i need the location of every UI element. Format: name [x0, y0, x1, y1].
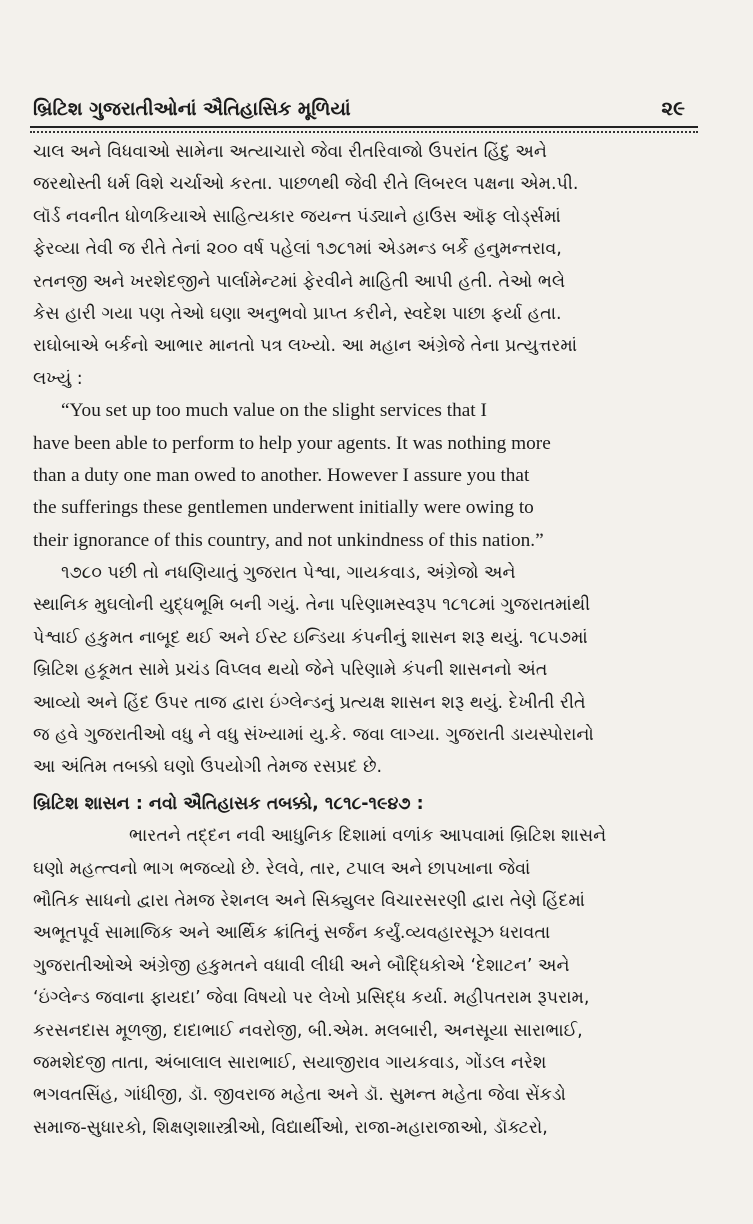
text-line: ગુજરાતીઓએ અંગ્રેજી હકુમતને વધાવી લીધી અને બૌદ્ધિકોએ ‘દેશાટન’ અને	[33, 955, 570, 976]
text-line: ઘણો મહત્ત્વનો ભાગ ભજવ્યો છે. રેલવે, તાર, ટપાલ અને છાપખાના જેવાં	[33, 858, 531, 879]
text-line: લખ્યું :	[33, 368, 83, 389]
text-line: બ્રિટિશ હકૂમત સામે પ્રચંડ વિપ્લવ થયો જેને પરિણામે કંપની શાસનનો અંત	[33, 660, 548, 681]
text-line: લૉર્ડ નવનીત ધોળકિયાએ સાહિત્યકાર જયન્ત પંડ્યાને હાઉસ ઑફ લોર્ડ્સમાં	[33, 206, 561, 227]
quote-line: have been able to perform to help your agents. It was nothing more	[33, 432, 551, 454]
text-line: ‘ઇંગ્લેન્ડ જવાના ફાયદા’ જેવા વિષયો પર લેખો પ્રસિદ્ધ કર્યા. મહીપતરામ રૂપરામ,	[33, 988, 590, 1009]
text-line: કેસ હારી ગયા પણ તેઓ ઘણા અનુભવો પ્રાપ્ત કરીને, સ્વદેશ પાછા ફર્યા હતા.	[33, 303, 562, 324]
text-line: ચાલ અને વિધવાઓ સામેના અત્યાચારો જેવા રીતરિવાજો ઉપરાંત હિંદુ અને	[33, 142, 547, 162]
text-line: જ હવે ગુજરાતીઓ વધુ ને વધુ સંખ્યામાં યુ.કે. જવા લાગ્યા. ગુજરાતી ડાયસ્પોરાનો	[33, 725, 594, 746]
text-line: રતનજી અને ખરશેદજીને પાર્લામેન્ટમાં ફેરવીને માહિતી આપી હતી. તેઓ ભલે	[33, 271, 566, 292]
text-line: સમાજ-સુધારકો, શિક્ષણશાસ્ત્રીઓ, વિદ્યાર્થીઓ, રાજા-મહારાજાઓ, ડૉક્ટરો,	[33, 1117, 548, 1138]
text-line: પેશ્વાઈ હકુમત નાબૂદ થઈ અને ઈસ્ટ ઇન્ડિયા કંપનીનું શાસન શરૂ થયું. ૧૮૫૭માં	[33, 627, 588, 648]
text-line: અભૂતપૂર્વ સામાજિક અને આર્થિક ક્રાંતિનું સર્જન કર્યું.વ્યવહારસૂઝ ધરાવતા	[33, 923, 551, 944]
quote-line: than a duty one man owed to another. However I assure you that	[33, 464, 530, 486]
section-heading: બ્રિટિશ શાસન : નવો ઐતિહાસક તબક્કો, ૧૮૧૮-૧૯૪૭ :	[33, 793, 424, 814]
quote-line: their ignorance of this country, and not unkindness of this nation.”	[33, 529, 544, 551]
text-line: જમશેદજી તાતા, અંબાલાલ સારાભાઈ, સયાજીરાવ ગાયકવાડ, ગોંડલ નરેશ	[33, 1052, 547, 1073]
header-rule	[30, 126, 698, 134]
text-line: રાઘોબાએ બર્કનો આભાર માનતો પત્ર લખ્યો. આ મહાન અંગ્રેજે તેના પ્રત્યુત્તરમાં	[33, 336, 578, 357]
text-line: કરસનદાસ મૂળજી, દાદાભાઈ નવરોજી, બી.એમ. મલબારી, અનસૂયા સારાભાઈ,	[33, 1020, 583, 1041]
text-line: આ અંતિમ તબક્કો ઘણો ઉપયોગી તેમજ રસપ્રદ છે.	[33, 757, 383, 778]
running-header	[33, 86, 693, 120]
quote-line: the sufferings these gentlemen underwent initially were owing to	[33, 497, 534, 519]
header-rule-solid	[30, 126, 698, 128]
text-line: આવ્યો અને હિંદ ઉપર તાજ દ્વારા ઇંગ્લેન્ડનું પ્રત્યક્ષ શાસન શરૂ થયું. દેખીતી રીતે	[33, 692, 586, 713]
text-line: સ્થાનિક મુઘલોની યુદ્ધભૂમિ બની ગયું. તેના પરિણામસ્વરૂપ ૧૮૧૮માં ગુજરાતમાંથી	[33, 595, 591, 616]
running-title: બ્રિટિશ ગુજરાતીઓનાં ઐતિહાસિક મૂળિયાં	[33, 98, 351, 120]
text-line: ભગવતસિંહ, ગાંધીજી, ડૉ. જીવરાજ મહેતા અને ડૉ. સુમન્ત મહેતા જેવા સેંકડો	[33, 1085, 566, 1106]
header-rule-dotted	[30, 131, 698, 133]
text-line: ફેરવ્યા તેવી જ રીતે તેનાં ૨૦૦ વર્ષ પહેલાં ૧૭૮૧માં એડમન્ડ બર્કે હનુમન્તરાવ,	[33, 239, 562, 260]
text-line: ભૌતિક સાધનો દ્વારા તેમજ રેશનલ અને સિક્યુલર વિચારસરણી દ્વારા તેણે હિંદમાં	[33, 890, 585, 911]
page-body	[33, 136, 693, 1144]
page-number: ૨૯	[661, 96, 685, 120]
text-line: ભારતને તદ્દન નવી આધુનિક દિશામાં વળાંક આપવામાં બ્રિટિશ શાસને	[129, 826, 607, 847]
text-line: જરથોસ્તી ધર્મ વિશે ચર્ચાઓ કરતા. પાછળથી જેવી રીતે લિબરલ પક્ષના એમ.પી.	[33, 174, 579, 195]
text-line: ૧૭૮૦ પછી તો નધણિયાતું ગુજરાત પેશ્વા, ગાયકવાડ, અંગ્રેજો અને	[61, 563, 516, 584]
quote-line: “You set up too much value on the slight services that I	[61, 400, 487, 422]
